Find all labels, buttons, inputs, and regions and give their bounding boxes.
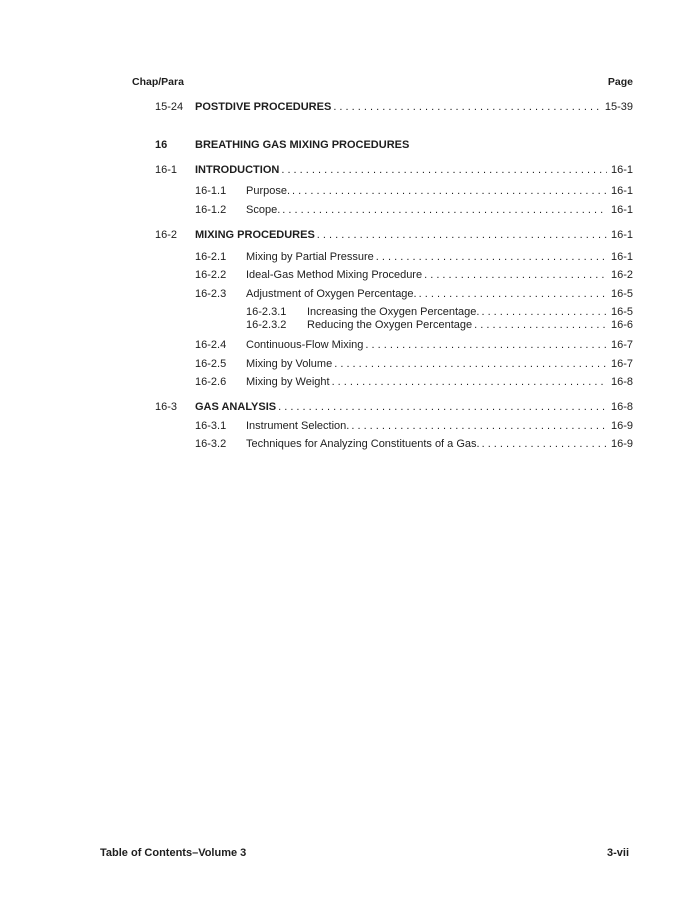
toc-entry-page: 16-6 xyxy=(610,319,633,331)
toc-entry-page: 16-5 xyxy=(610,288,633,300)
toc-entry xyxy=(155,438,633,451)
toc-entry-number: 16-2.3.2 xyxy=(246,319,287,331)
toc-leader-dots xyxy=(424,269,607,282)
footer-document-title: Table of Contents–Volume 3 xyxy=(100,847,247,859)
toc-leader-dots xyxy=(365,339,607,352)
toc-leader-dots xyxy=(292,185,607,198)
toc-entry-title: Reducing the Oxygen Percentage xyxy=(307,319,473,331)
toc-entry-page: 16-2 xyxy=(610,269,633,281)
toc-entry xyxy=(155,306,633,319)
toc-entry-title: Techniques for Analyzing Constituents of a Gas. xyxy=(246,438,480,450)
page-footer xyxy=(100,847,629,860)
toc-entry-page: 16-1 xyxy=(610,185,633,197)
toc-entry xyxy=(155,269,633,282)
toc-entry-number: 16-2.2 xyxy=(195,269,227,281)
toc-entry-title: GAS ANALYSIS xyxy=(195,401,277,413)
toc-entry-number: 16-2.3.1 xyxy=(246,306,287,318)
toc-entry-title: Increasing the Oxygen Percentage. xyxy=(307,306,480,318)
toc-entry-number: 15-24 xyxy=(155,101,184,113)
toc-chapter-heading xyxy=(155,139,633,152)
toc-entry xyxy=(155,358,633,371)
toc-column-header xyxy=(132,76,633,89)
toc-entry-number: 16-2.6 xyxy=(195,376,227,388)
toc-leader-dots xyxy=(481,306,607,319)
toc-entry-number: 16-2.4 xyxy=(195,339,227,351)
toc-entry-number: 16-2.5 xyxy=(195,358,227,370)
toc-entry xyxy=(155,101,633,114)
toc-entry-page: 15-39 xyxy=(604,101,633,113)
chap-para-label: Chap/Para xyxy=(132,76,184,88)
toc-entry xyxy=(155,319,633,332)
toc-entry-page: 16-9 xyxy=(610,438,633,450)
toc-entry xyxy=(155,251,633,264)
toc-leader-dots xyxy=(474,319,607,332)
toc-leader-dots xyxy=(332,376,607,389)
toc-entry-page: 16-1 xyxy=(610,229,633,241)
toc-entry-title: Ideal-Gas Method Mixing Procedure xyxy=(246,269,423,281)
toc-leader-dots xyxy=(333,101,601,114)
toc-entry-page: 16-7 xyxy=(610,358,633,370)
toc-entry-number: 16-3.2 xyxy=(195,438,227,450)
page-label: Page xyxy=(607,76,633,88)
toc-entry xyxy=(155,401,633,414)
toc-entry-number: 16-3.1 xyxy=(195,420,227,432)
toc-leader-dots xyxy=(482,438,607,451)
toc-entry-title: Mixing by Volume xyxy=(246,358,333,370)
toc-entry-title: INTRODUCTION xyxy=(195,164,280,176)
toc-entry-title: Mixing by Partial Pressure xyxy=(246,251,374,263)
toc-entry xyxy=(155,185,633,198)
toc-leader-dots xyxy=(282,204,607,217)
toc-entry xyxy=(155,376,633,389)
toc-entry-title: POSTDIVE PROCEDURES xyxy=(195,101,332,113)
toc-leader-dots xyxy=(278,401,607,414)
toc-entry-page: 16-8 xyxy=(610,401,633,413)
toc-entry-number: 16-3 xyxy=(155,401,178,413)
toc-leader-dots xyxy=(351,420,607,433)
toc-entry xyxy=(155,339,633,352)
toc-leader-dots xyxy=(317,229,607,242)
toc-entry-title: Purpose. xyxy=(246,185,291,197)
toc-entry-title: BREATHING GAS MIXING PROCEDURES xyxy=(195,139,410,151)
toc-entry-title: Continuous-Flow Mixing xyxy=(246,339,364,351)
toc-entry-number: 16-2.3 xyxy=(195,288,227,300)
toc-entry-page: 16-1 xyxy=(610,164,633,176)
toc-entry-title: Scope. xyxy=(246,204,281,216)
table-of-contents xyxy=(155,101,633,451)
toc-leader-dots xyxy=(281,164,607,177)
toc-entry xyxy=(155,204,633,217)
toc-entry xyxy=(155,288,633,301)
toc-leader-dots xyxy=(334,358,607,371)
toc-entry-title: Adjustment of Oxygen Percentage. xyxy=(246,288,417,300)
toc-leader-dots xyxy=(419,288,607,301)
toc-leader-dots xyxy=(376,251,607,264)
toc-entry-number: 16 xyxy=(155,139,168,151)
toc-entry-number: 16-2 xyxy=(155,229,178,241)
toc-entry-title: MIXING PROCEDURES xyxy=(195,229,315,241)
toc-entry-page: 16-1 xyxy=(610,204,633,216)
footer-page-number: 3-vii xyxy=(606,847,629,859)
toc-entry xyxy=(155,164,633,177)
toc-entry-number: 16-1 xyxy=(155,164,178,176)
toc-entry-page: 16-5 xyxy=(610,306,633,318)
toc-entry-title: Mixing by Weight xyxy=(246,376,330,388)
toc-entry-title: Instrument Selection. xyxy=(246,420,350,432)
toc-entry xyxy=(155,229,633,242)
toc-entry-page: 16-7 xyxy=(610,339,633,351)
toc-entry-number: 16-2.1 xyxy=(195,251,227,263)
toc-entry-number: 16-1.2 xyxy=(195,204,227,216)
toc-entry-page: 16-1 xyxy=(610,251,633,263)
toc-entry xyxy=(155,420,633,433)
toc-entry-number: 16-1.1 xyxy=(195,185,227,197)
toc-entry-page: 16-8 xyxy=(610,376,633,388)
toc-entry-page: 16-9 xyxy=(610,420,633,432)
